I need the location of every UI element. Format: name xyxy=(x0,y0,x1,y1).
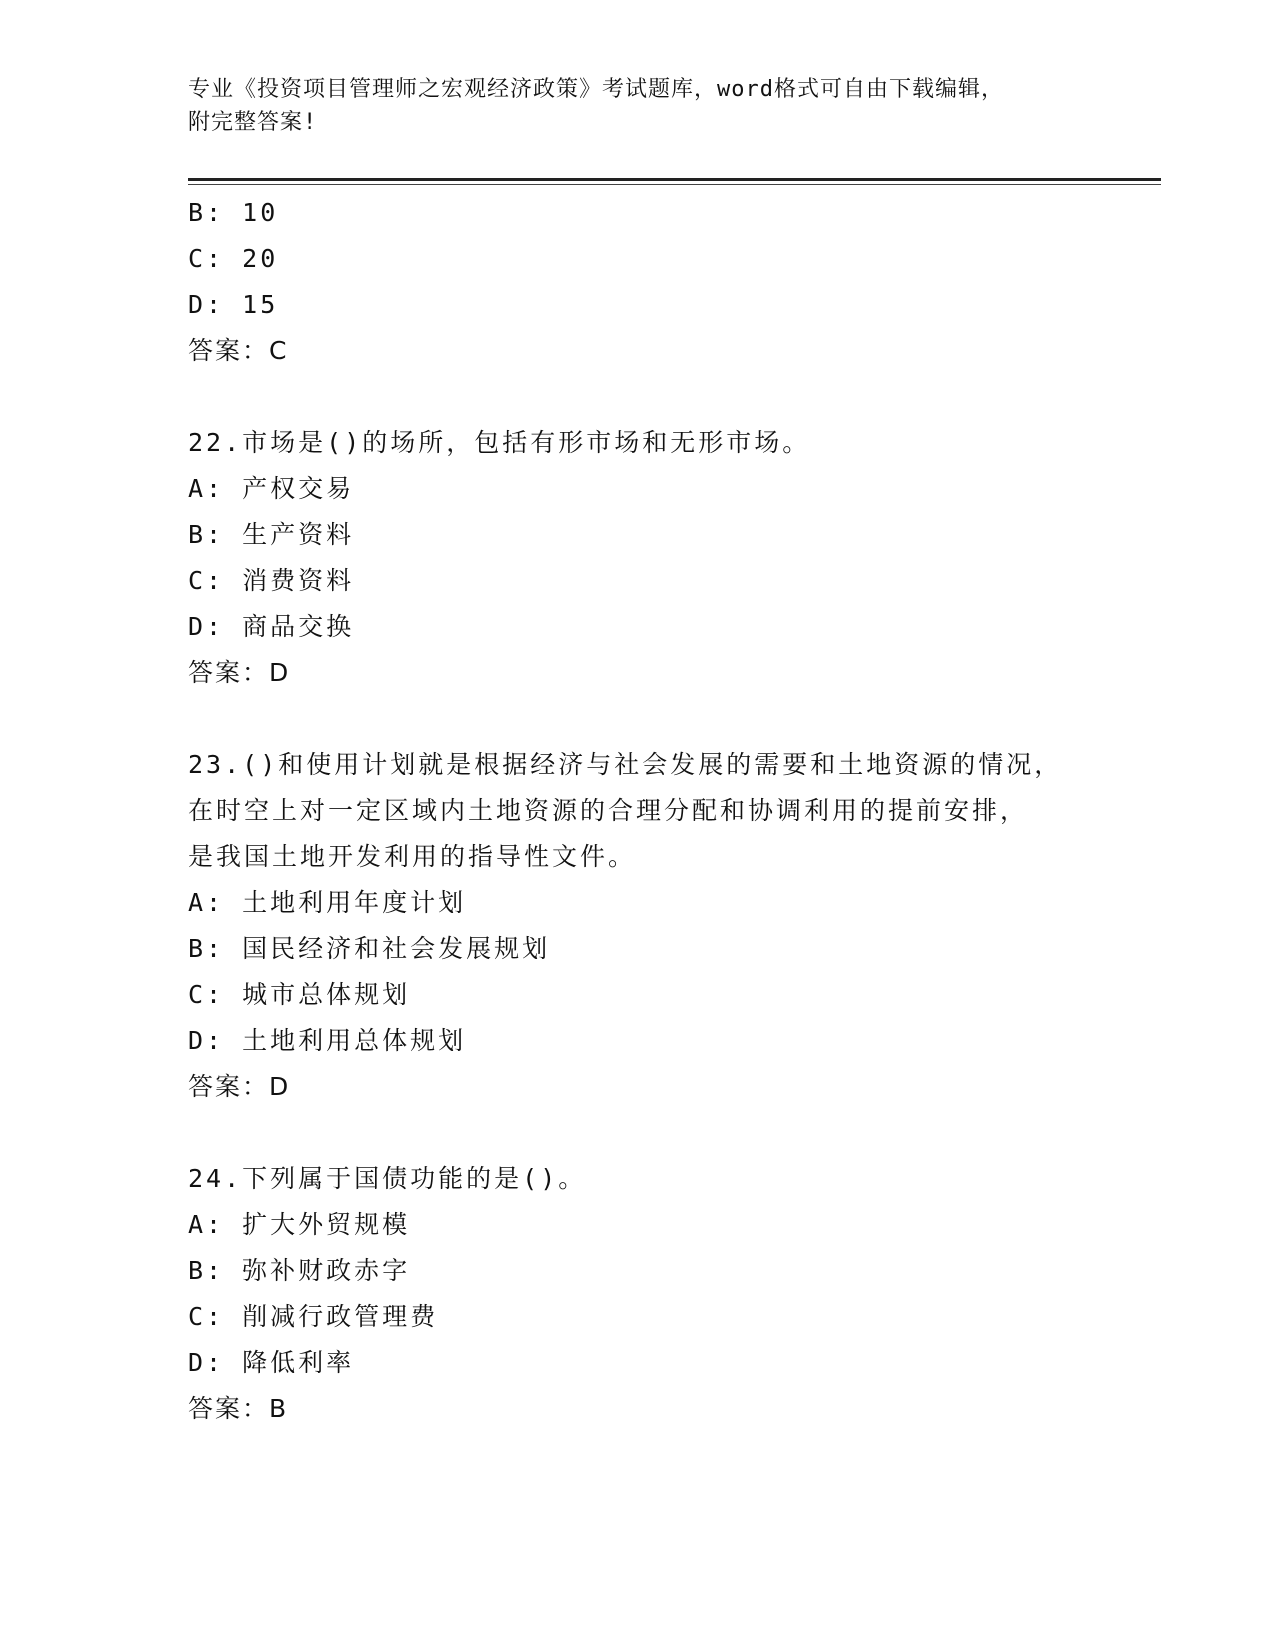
question-stem: 24.下列属于国债功能的是()。 xyxy=(188,1164,587,1193)
answer: 答案：B xyxy=(188,1394,289,1423)
header-divider-thick xyxy=(188,178,1161,181)
question-list xyxy=(188,190,1148,1432)
header-line-2: 附完整答案! xyxy=(188,110,318,135)
question-23 xyxy=(188,742,1148,1110)
option-b: B: 国民经济和社会发展规划 xyxy=(188,934,551,963)
option-d: D: 降低利率 xyxy=(188,1348,355,1377)
option-a: A: 土地利用年度计划 xyxy=(188,888,467,917)
option-c: C: 削减行政管理费 xyxy=(188,1302,439,1331)
option-b: B: 10 xyxy=(188,198,279,227)
option-c: C: 消费资料 xyxy=(188,566,355,595)
option-b: B: 弥补财政赤字 xyxy=(188,1256,411,1285)
document-header xyxy=(188,73,1088,139)
option-c: C: 城市总体规划 xyxy=(188,980,411,1009)
option-d: D: 土地利用总体规划 xyxy=(188,1026,467,1055)
question-21-tail xyxy=(188,190,1148,374)
option-c: C: 20 xyxy=(188,244,279,273)
question-stem-line-3: 是我国土地开发利用的指导性文件。 xyxy=(188,842,637,871)
header-line-1: 专业《投资项目管理师之宏观经济政策》考试题库，word格式可自由下载编辑， xyxy=(188,77,1004,102)
question-24 xyxy=(188,1156,1148,1432)
question-22 xyxy=(188,420,1148,696)
question-stem: 22.市场是()的场所，包括有形市场和无形市场。 xyxy=(188,428,811,457)
header-divider-thin xyxy=(188,184,1161,185)
option-d: D: 15 xyxy=(188,290,279,319)
question-stem-line-2: 在时空上对一定区域内土地资源的合理分配和协调利用的提前安排， xyxy=(188,796,1029,825)
answer: 答案：C xyxy=(188,336,289,365)
option-b: B: 生产资料 xyxy=(188,520,355,549)
option-d: D: 商品交换 xyxy=(188,612,355,641)
option-a: A: 扩大外贸规模 xyxy=(188,1210,411,1239)
question-stem-line-1: 23.()和使用计划就是根据经济与社会发展的需要和土地资源的情况， xyxy=(188,750,1063,779)
answer: 答案：D xyxy=(188,1072,291,1101)
answer: 答案：D xyxy=(188,658,291,687)
option-a: A: 产权交易 xyxy=(188,474,355,503)
